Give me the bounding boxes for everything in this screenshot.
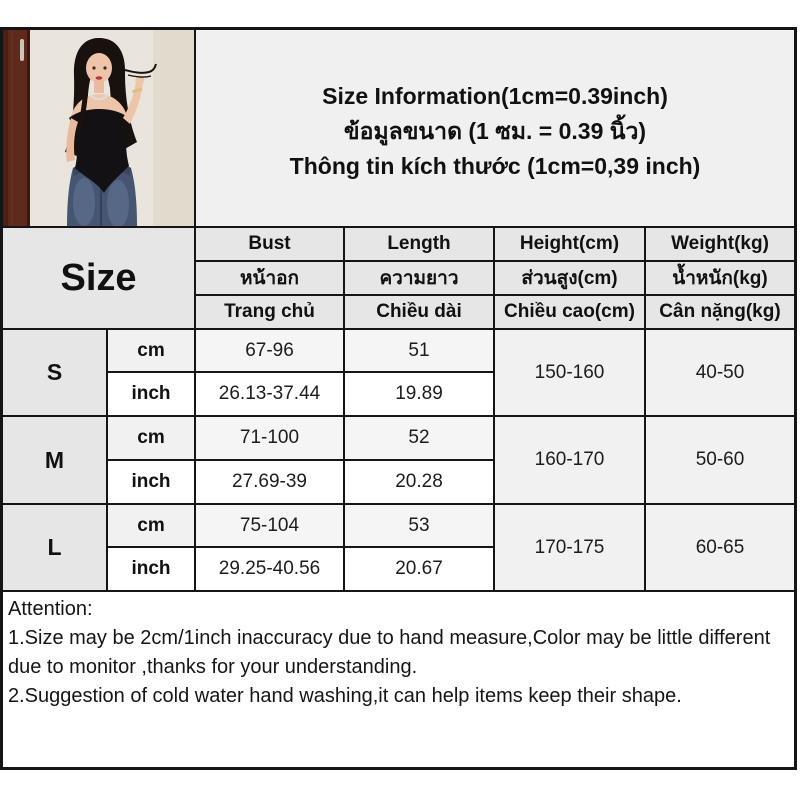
unit-inch-m: inch: [108, 461, 194, 503]
m-bust-cm: 71-100: [196, 417, 343, 459]
s-bust-inch: 26.13-37.44: [196, 373, 343, 415]
size-row-m-label: M: [3, 417, 106, 503]
size-column-header: Size: [3, 228, 194, 328]
m-weight: 50-60: [646, 417, 794, 503]
header-length-th: ความยาว: [345, 262, 493, 294]
l-length-cm: 53: [345, 505, 493, 546]
header-weight-en: Weight(kg): [646, 228, 794, 260]
header-weight-th: น้ำหนัก(kg): [646, 262, 794, 294]
size-chart-sheet: [0, 27, 797, 770]
header-length-vi: Chiều dài: [345, 296, 493, 328]
header-weight-vi: Cân nặng(kg): [646, 296, 794, 328]
header-height-en: Height(cm): [495, 228, 644, 260]
title-thai: ข้อมูลขนาด (1 ซม. = 0.39 นิ้ว): [343, 117, 647, 144]
wooden-door: [3, 30, 30, 226]
model-photo-illustration: [3, 30, 194, 226]
title-block: [196, 30, 794, 226]
l-weight: 60-65: [646, 505, 794, 590]
s-length-cm: 51: [345, 330, 493, 371]
header-bust-en: Bust: [196, 228, 343, 260]
header-bust-th: หน้าอก: [196, 262, 343, 294]
header-height-th: ส่วนสูง(cm): [495, 262, 644, 294]
header-length-en: Length: [345, 228, 493, 260]
product-photo: [3, 30, 194, 226]
unit-cm-m: cm: [108, 417, 194, 459]
l-bust-cm: 75-104: [196, 505, 343, 546]
unit-inch-l: inch: [108, 548, 194, 590]
unit-inch-s: inch: [108, 373, 194, 415]
l-bust-inch: 29.25-40.56: [196, 548, 343, 590]
attention-item-2: 2.Suggestion of cold water hand washing,it can help items keep their shape.: [8, 685, 682, 707]
m-length-inch: 20.28: [345, 461, 493, 503]
unit-cm-l: cm: [108, 505, 194, 546]
title-vietnamese: Thông tin kích thước (1cm=0,39 inch): [289, 152, 701, 179]
header-height-vi: Chiều cao(cm): [495, 296, 644, 328]
size-row-s-label: S: [3, 330, 106, 415]
m-height: 160-170: [495, 417, 644, 503]
s-height: 150-160: [495, 330, 644, 415]
s-length-inch: 19.89: [345, 373, 493, 415]
s-bust-cm: 67-96: [196, 330, 343, 371]
attention-note: [3, 592, 794, 767]
size-row-l-label: L: [3, 505, 106, 590]
header-bust-vi: Trang chủ: [196, 296, 343, 328]
m-length-cm: 52: [345, 417, 493, 459]
unit-cm-s: cm: [108, 330, 194, 371]
attention-item-1: 1.Size may be 2cm/1inch inaccuracy due to hand measure,Color may be little different due to monitor ,thanks for your understanding.: [8, 627, 771, 678]
l-length-inch: 20.67: [345, 548, 493, 590]
m-bust-inch: 27.69-39: [196, 461, 343, 503]
s-weight: 40-50: [646, 330, 794, 415]
l-height: 170-175: [495, 505, 644, 590]
door-handle: [20, 39, 24, 61]
title-english: Size Information(1cm=0.39inch): [322, 82, 668, 109]
attention-heading: Attention:: [8, 598, 93, 620]
